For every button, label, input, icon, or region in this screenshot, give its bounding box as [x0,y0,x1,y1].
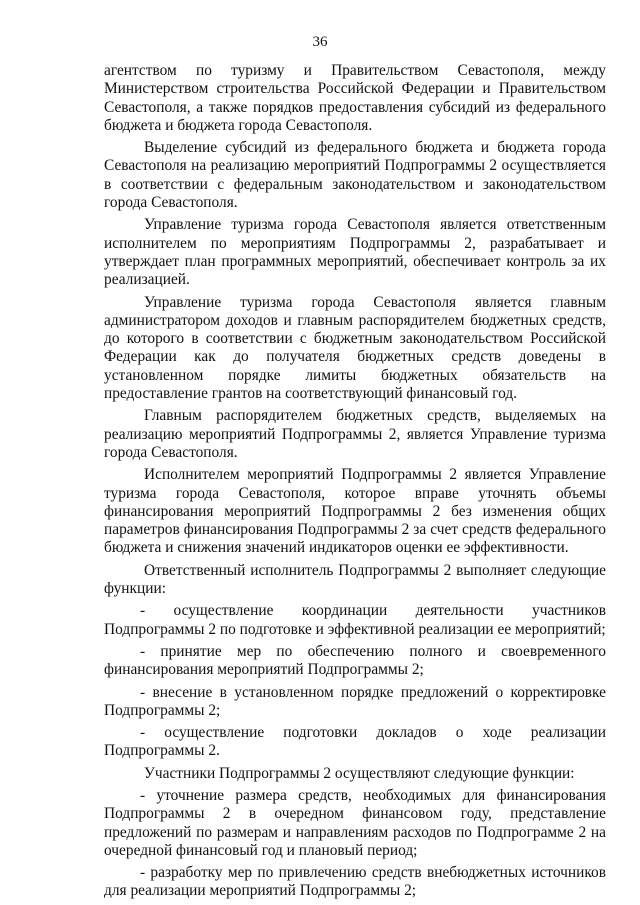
list-item: - уточнение размера средств, необходимых для финансирования Подпрограммы 2 в очередном финансовом году, представление предложений по размерам и направлениям расходов по Подпрограмме 2 на очередной финансовый год и плановый период; [104,786,606,859]
list-item: - принятие мер по обеспечению полного и своевременного финансирования мероприятий Подпрограммы 2; [104,642,606,679]
paragraph: Выделение субсидий из федерального бюджета и бюджета города Севастополя на реализацию мероприятий Подпрограммы 2 осуществляется в соответствии с федеральным законодательством и законодательством города Севастополя. [104,139,606,212]
paragraph: агентством по туризму и Правительством Севастополя, между Министерством строительства Российской Федерации и Правительством Севастополя, а также порядков предоставления субсидий из федерального бюджета и бюджета города Севастополя. [104,62,606,134]
paragraph: Участники Подпрограммы 2 осуществляют следующие функции: [144,764,575,782]
paragraph: Исполнителем мероприятий Подпрограммы 2 является Управление туризма города Севастополя, которое вправе уточнять объемы финансирования мероприятий Подпрограммы 2 без изменения общих параметров финансирования Подпрограммы 2 за счет средств федерального бюджета и снижения значений индикаторов оценки ее эффективности. [104,466,606,557]
list-item: - внесение в установленном порядке предложений о корректировке Подпрограммы 2; [104,683,606,719]
paragraph: Управление туризма города Севастополя является ответственным исполнителем по мероприятиям Подпрограммы 2, разрабатывает и утверждает план программных мероприятий, обеспечивает контроль за их реализацией. [104,216,606,289]
page-number: 36 [312,34,328,50]
list-item: - осуществление координации деятельности участников Подпрограммы 2 по подготовке и эффективной реализации ее мероприятий; [104,602,606,638]
list-item: - разработку мер по привлечению средств внебюджетных источников для реализации мероприятий Подпрограммы 2; [104,864,606,900]
paragraph: Управление туризма города Севастополя является главным администратором доходов и главным распорядителем бюджетных средств, до которого в соответствии с бюджетным законодательством Российской Федерации как до получателя бюджетных средств доведены в установленном порядке лимиты бюджетных обязательств на предоставление грантов на соответствующий финансовый год. [104,293,606,403]
paragraph: Ответственный исполнитель Подпрограммы 2 выполняет следующие функции: [104,561,606,598]
paragraph: Главным распорядителем бюджетных средств, выделяемых на реализацию мероприятий Подпрограммы 2, является Управление туризма города Севастополя. [104,407,606,461]
body-text [104,62,606,905]
list-item: - осуществление подготовки докладов о ходе реализации Подпрограммы 2. [104,724,606,760]
